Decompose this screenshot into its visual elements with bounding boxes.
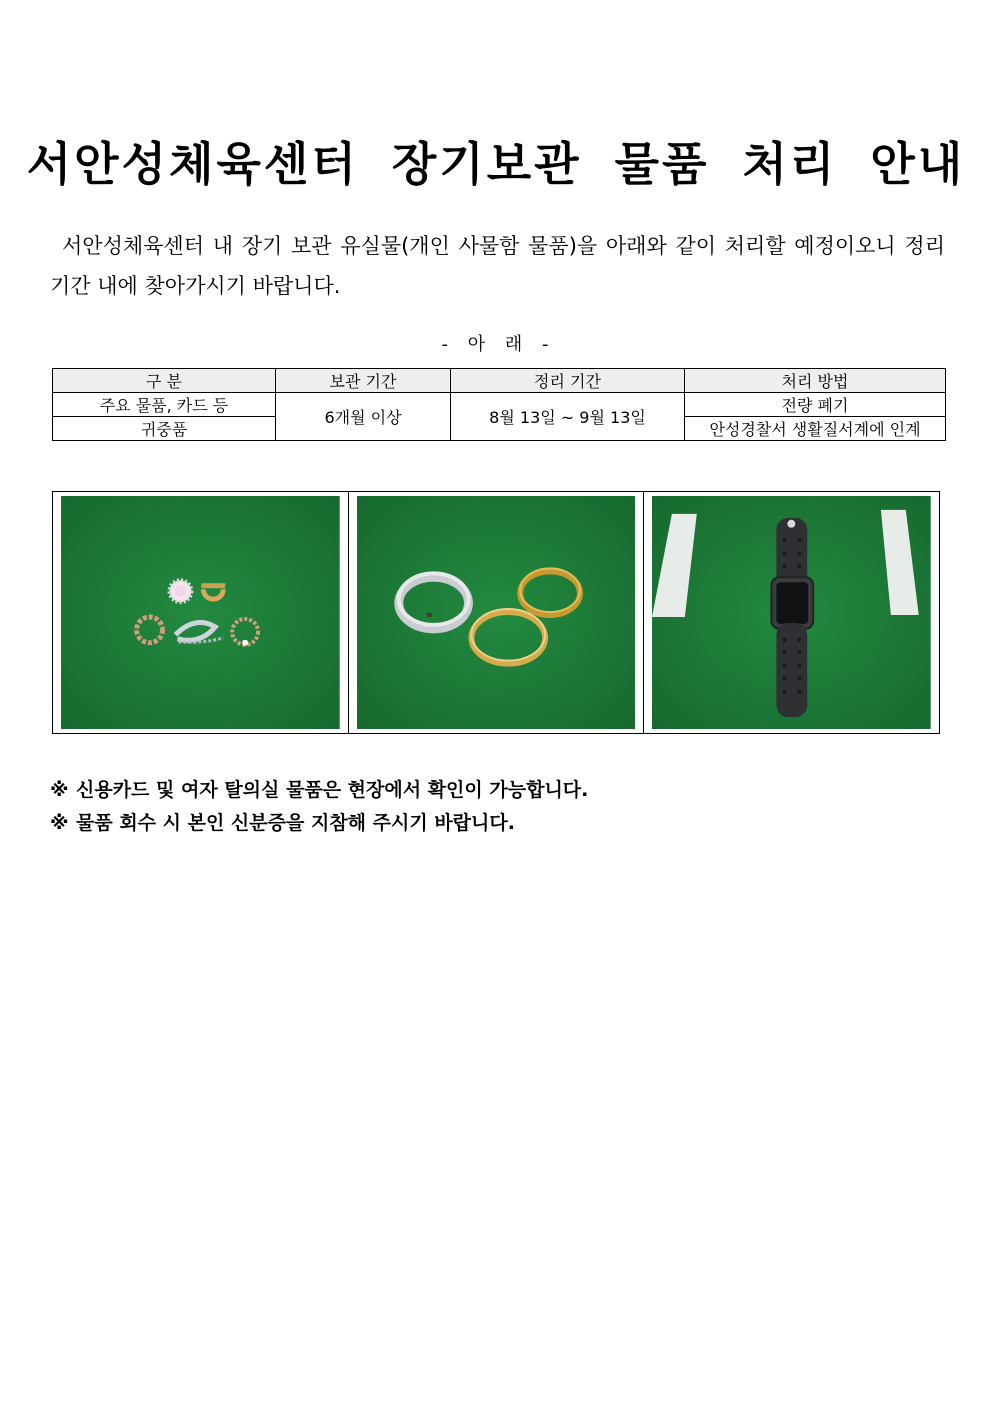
photo-cell (53, 492, 349, 733)
note-text: 신용카드 및 여자 탈의실 물품은 현장에서 확인이 가능합니다. (76, 779, 589, 801)
storage-period-cell: 6개월 이상 (276, 393, 451, 441)
note-item (50, 807, 588, 840)
intro-text: 서안성체육센터 내 장기 보관 유실물(개인 사물함 물품)을 아래와 같이 처리할 예정이오니 정리 기간 내에 찾아가시기 바랍니다. (50, 234, 945, 298)
photo-cell (349, 492, 645, 733)
row-category: 주요 물품, 카드 등 (53, 393, 276, 417)
note-item (50, 774, 588, 807)
photo-cell (644, 492, 939, 733)
note-mark: ※ (50, 812, 69, 834)
header-category: 구 분 (53, 369, 276, 393)
row-method: 전량 폐기 (685, 393, 946, 417)
header-storage-period: 보관 기간 (276, 369, 451, 393)
earrings-photo (61, 496, 340, 729)
notes (50, 774, 588, 840)
note-text: 물품 회수 시 본인 신분증을 지참해 주시기 바랍니다. (76, 812, 515, 834)
header-method: 처리 방법 (685, 369, 946, 393)
intro-paragraph (50, 226, 945, 306)
photo-strip (52, 491, 940, 734)
cleanup-period-cell: 8월 13일 ~ 9월 13일 (451, 393, 685, 441)
table-row (53, 393, 946, 417)
row-category: 귀중품 (53, 417, 276, 441)
header-cleanup-period: 정리 기간 (451, 369, 685, 393)
smartwatch-photo (652, 496, 931, 729)
below-label: - 아 래 - (441, 334, 551, 355)
rings-photo (357, 496, 636, 729)
table-header-row (53, 369, 946, 393)
disposal-table (52, 368, 946, 441)
page-title: 서안성체육센터 장기보관 물품 처리 안내 (26, 137, 966, 191)
note-mark: ※ (50, 779, 69, 801)
row-method: 안성경찰서 생활질서계에 인계 (685, 417, 946, 441)
